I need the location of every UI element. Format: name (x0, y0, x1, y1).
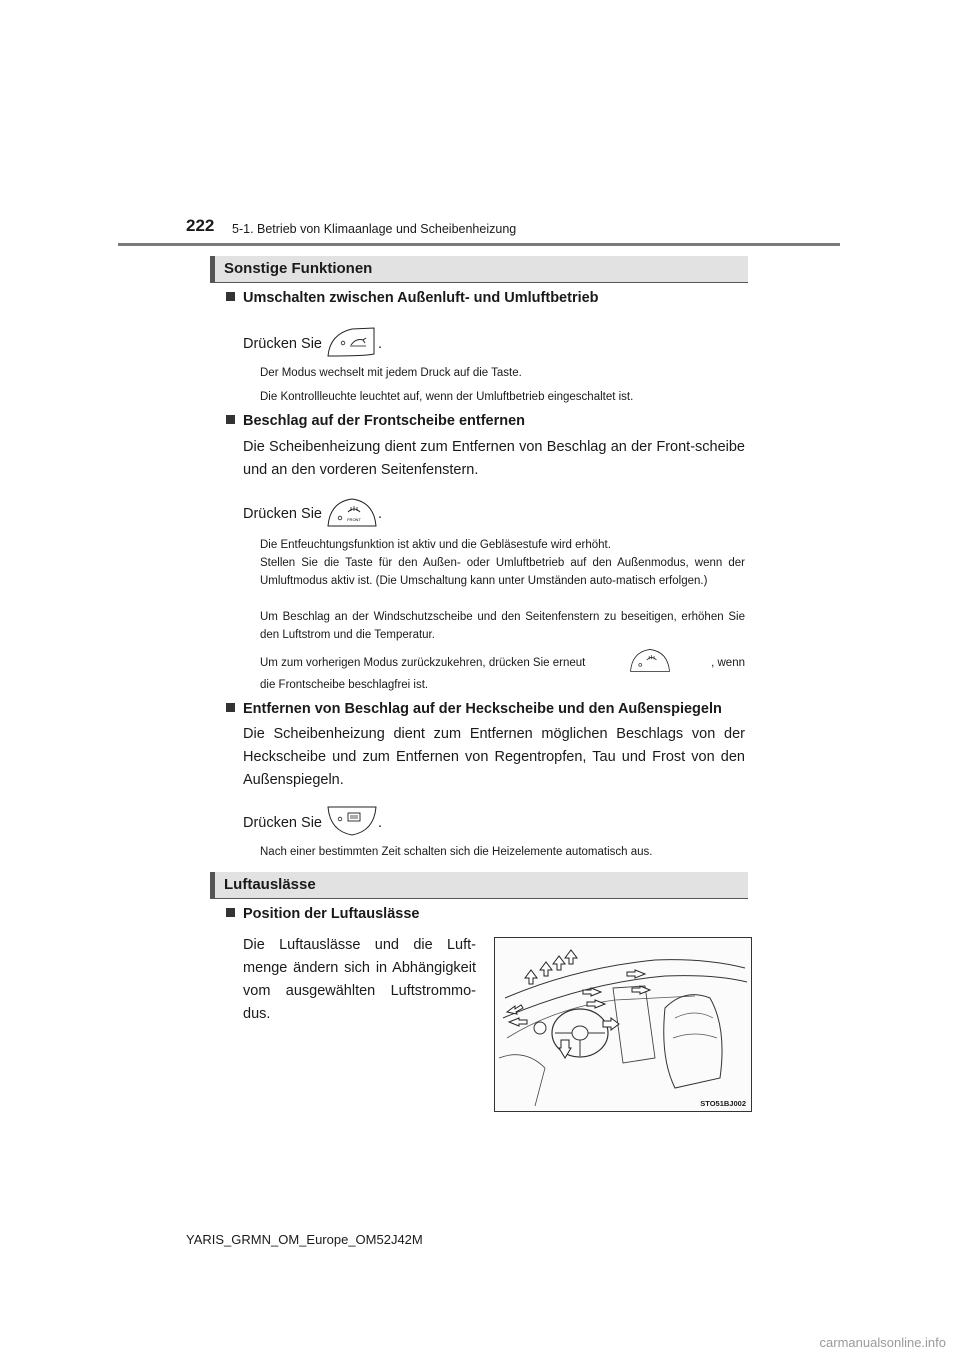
subheading-recirculation: Umschalten zwischen Außenluft- und Umluftbetrieb (226, 290, 599, 306)
watermark: carmanualsonline.info (819, 1335, 946, 1350)
recirculation-button-icon (326, 326, 378, 362)
note-indicator: Die Kontrollleuchte leuchtet auf, wenn der Umluftbetrieb eingeschaltet ist. (260, 391, 634, 403)
section-title: Luftauslässe (224, 876, 316, 893)
section-bar-underline (210, 898, 748, 899)
note-mode-toggle: Der Modus wechselt mit jedem Druck auf die Taste. (260, 367, 522, 379)
front-defogger-button-icon (628, 647, 672, 679)
note-increase-airflow: Um Beschlag an der Windschutzscheibe und den Seitenfenstern zu beseitigen, erhöhen Sie den Luftstrom und die Temperatur. (260, 611, 745, 641)
press-instruction-front: Drücken Sie FRONT . (243, 496, 382, 532)
front-defog-description: Die Scheibenheizung dient zum Entfernen von Beschlag an der Front-scheibe und an den vorderen Seitenfenstern. (243, 439, 745, 478)
section-bar-underline (210, 282, 748, 283)
header-rule (118, 243, 840, 246)
section-bar-accent (210, 872, 215, 898)
subheading-front-defog: Beschlag auf der Frontscheibe entfernen (226, 413, 525, 429)
outlet-description: Die Luftauslässe und die Luft-menge ändern sich in Abhängigkeit vom ausgewählten Luftstrommo-dus. (243, 937, 476, 1022)
bullet-square-icon (226, 703, 235, 712)
section-title: Sonstige Funktionen (224, 260, 373, 277)
note-heater-auto-off: Nach einer bestimmten Zeit schalten sich die Heizelemente automatisch aus. (260, 846, 653, 858)
press-instruction-rear: Drücken Sie . (243, 805, 382, 841)
bullet-square-icon (226, 292, 235, 301)
note-outside-mode: Stellen Sie die Taste für den Außen- oder Umluftbetrieb auf den Außenmodus, wenn der Umluftmodus aktiv ist. (Die Umschaltung kann unter Umständen auto-matisch erfolgen.) (260, 557, 745, 587)
rear-defog-description: Die Scheibenheizung dient zum Entfernen möglichen Beschlags von der Heckscheibe und zum Entfernen von Regentropfen, Tau und Frost von den Außenspiegeln. (243, 726, 745, 788)
subheading-outlet-position: Position der Luftauslässe (226, 906, 419, 922)
document-id: YARIS_GRMN_OM_Europe_OM52J42M (186, 1232, 423, 1247)
section-bar-other-functions (210, 256, 748, 282)
section-bar-air-outlets (210, 872, 748, 898)
press-instruction-recirc: Drücken Sie . (243, 326, 382, 362)
figure-code: STO51BJ002 (700, 1099, 746, 1108)
subheading-rear-defog: Entfernen von Beschlag auf der Heckscheibe und den Außenspiegeln (226, 701, 722, 717)
section-bar-accent (210, 256, 215, 282)
section-reference: 5-1. Betrieb von Klimaanlage und Scheibenheizung (232, 222, 517, 236)
svg-text:FRONT: FRONT (347, 517, 361, 522)
front-defogger-button-icon (326, 496, 378, 532)
page-number: 222 (186, 216, 215, 235)
bullet-square-icon (226, 908, 235, 917)
rear-defogger-button-icon (326, 805, 378, 841)
note-dehumidify: Die Entfeuchtungsfunktion ist aktiv und die Gebläsestufe wird erhöht. (260, 539, 611, 551)
air-outlets-illustration (494, 937, 752, 1112)
bullet-square-icon (226, 415, 235, 424)
note-return-mode: Um zum vorherigen Modus zurückzukehren, drücken Sie erneut , wenn die Frontscheibe beschlagfrei ist. (260, 650, 745, 696)
